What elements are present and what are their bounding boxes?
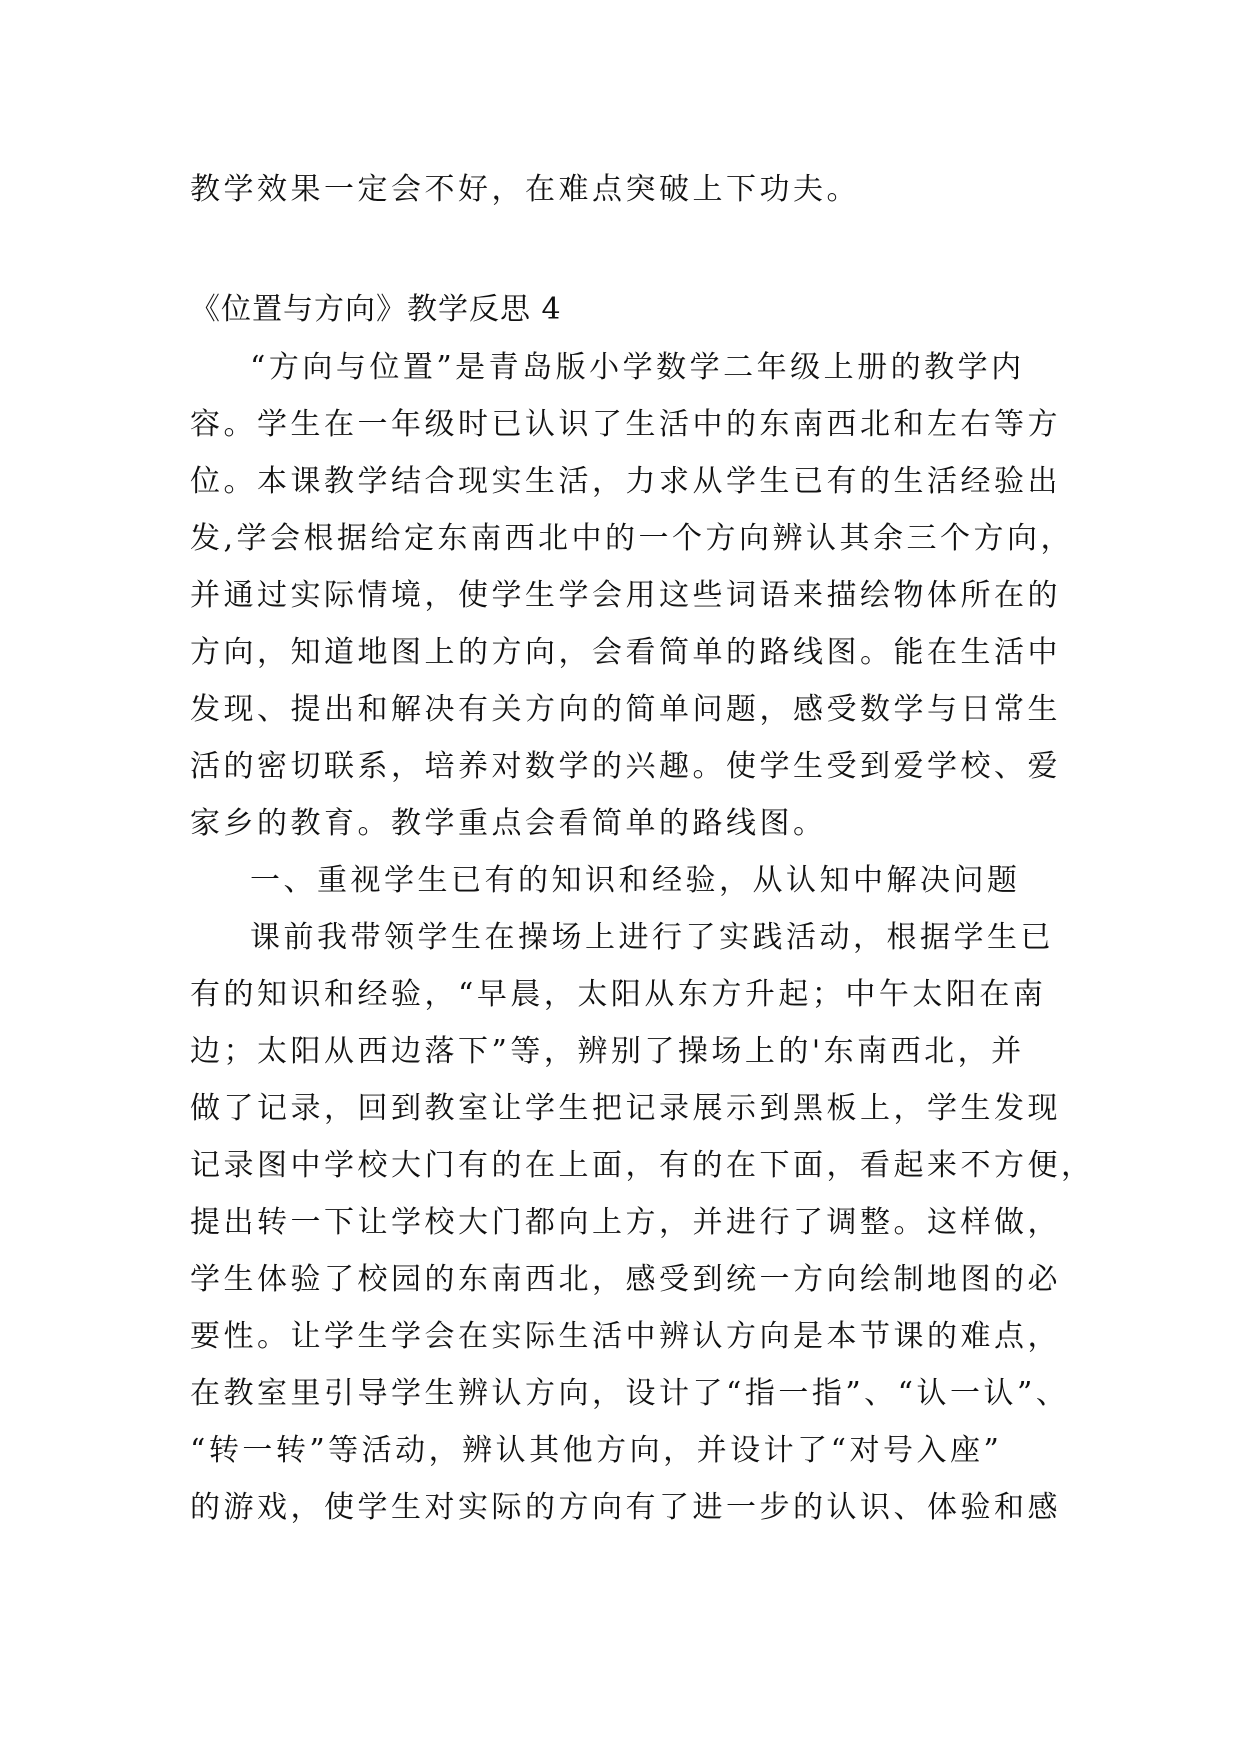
paragraph-line: 做了记录，回到教室让学生把记录展示到黑板上，学生发现 <box>190 1091 1061 1126</box>
subheading: 一、重视学生已有的知识和经验，从认知中解决问题 <box>250 863 1021 898</box>
paragraph-line: 发,学会根据给定东南西北中的一个方向辨认其余三个方向， <box>190 521 1075 556</box>
paragraph-line: 课前我带领学生在操场上进行了实践活动，根据学生已 <box>250 920 1054 955</box>
paragraph-line: 方向，知道地图上的方向，会看简单的路线图。能在生活中 <box>190 635 1061 670</box>
paragraph-line: 学生体验了校园的东南西北，感受到统一方向绘制地图的必 <box>190 1262 1061 1297</box>
paragraph-line: 边；太阳从西边落下”等，辨别了操场上的'东南西北，并 <box>190 1034 1025 1069</box>
paragraph-line: 发现、提出和解决有关方向的简单问题，感受数学与日常生 <box>190 692 1061 727</box>
paragraph-line: 在教室里引导学生辨认方向，设计了“指一指”、“认一认”、 <box>190 1376 1070 1411</box>
section-title: 《位置与方向》教学反思 4 <box>190 292 562 327</box>
paragraph-line: 记录图中学校大门有的在上面，有的在下面，看起来不方便， <box>190 1148 1095 1183</box>
paragraph-line: 有的知识和经验，“早晨，太阳从东方升起；中午太阳在南 <box>190 977 1047 1012</box>
paragraph-line: 的游戏，使学生对实际的方向有了进一步的认识、体验和感 <box>190 1490 1061 1525</box>
paragraph-line: 容。学生在一年级时已认识了生活中的东南西北和左右等方 <box>190 407 1061 442</box>
paragraph-line: 活的密切联系，培养对数学的兴趣。使学生受到爱学校、爱 <box>190 749 1061 784</box>
paragraph-line: 并通过实际情境，使学生学会用这些词语来描绘物体所在的 <box>190 578 1061 613</box>
paragraph-line: 位。本课教学结合现实生活，力求从学生已有的生活经验出 <box>190 464 1061 499</box>
paragraph-line: 提出转一下让学校大门都向上方，并进行了调整。这样做， <box>190 1205 1061 1240</box>
paragraph-line: “方向与位置”是青岛版小学数学二年级上册的教学内 <box>250 350 1025 385</box>
paragraph-line: “转一转”等活动，辨认其他方向，并设计了“对号入座” <box>190 1433 1003 1468</box>
paragraph-line: 家乡的教育。教学重点会看简单的路线图。 <box>190 806 827 841</box>
previous-section-tail: 教学效果一定会不好，在难点突破上下功夫。 <box>190 172 860 207</box>
paragraph-line: 要性。让学生学会在实际生活中辨认方向是本节课的难点， <box>190 1319 1061 1354</box>
